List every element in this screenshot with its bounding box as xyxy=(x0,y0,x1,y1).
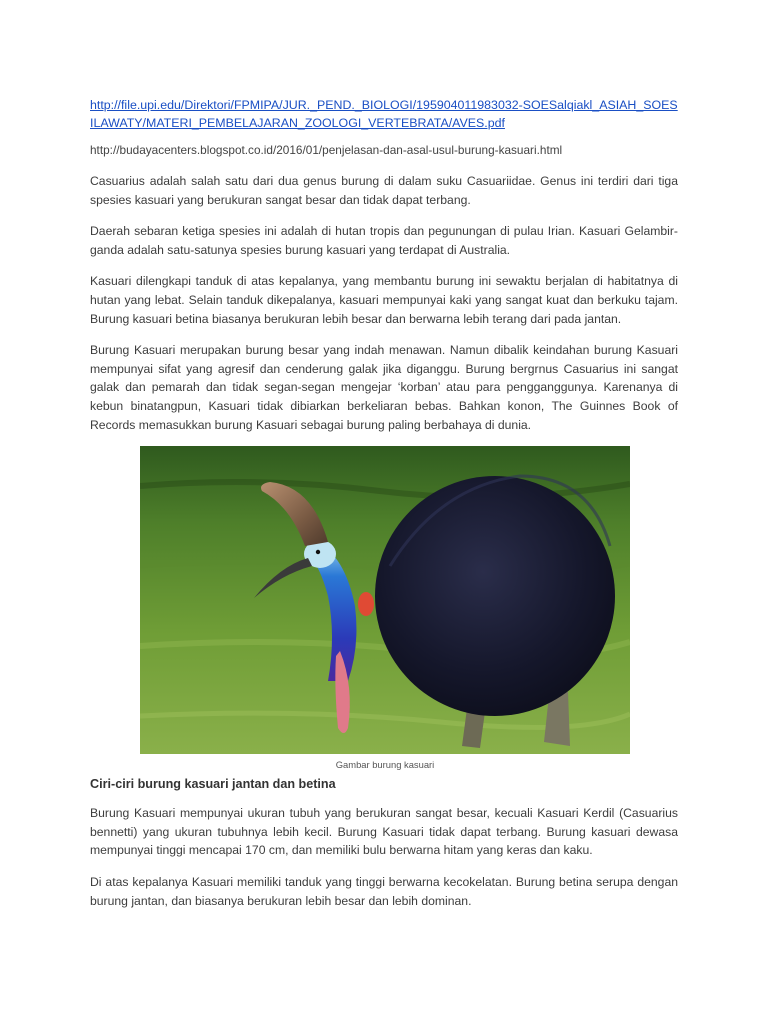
paragraph-genus: Casuarius adalah salah satu dari dua genus burung di dalam suku Casuariidae. Genus ini terdiri dari tiga spesies kasuari yang berukuran sangat besar dan tidak dapat terbang. xyxy=(90,174,678,207)
cassowary-body xyxy=(375,476,615,716)
cassowary-figure xyxy=(140,446,630,770)
section-heading: Ciri-ciri burung kasuari jantan dan betina xyxy=(90,777,336,792)
paragraph-casque: Kasuari dilengkapi tanduk di atas kepalanya, yang membantu burung ini sewaktu berjalan di habitatnya di hutan yang lebat. Selain tanduk dikepalanya, kasuari mempunyai kaki yang sangat kuat dan berkuku tajam. Burung kasuari betina biasanya berukuran lebih besar dan berwarna lebih terang dari pada jantan. xyxy=(90,274,678,326)
reference-link[interactable]: http://file.upi.edu/Direktori/FPMIPA/JUR._PEND._BIOLOGI/195904011983032-SOESalqiakl_ASIAH_SOESILAWATY/MATERI_PEMBELAJARAN_ZOOLOGI_VERTEBRATA/AVES.pdf xyxy=(90,98,678,130)
source-url: http://budayacenters.blogspot.co.id/2016/01/penjelasan-dan-asal-usul-burung-kasuari.html xyxy=(90,143,563,157)
paragraph-size: Burung Kasuari mempunyai ukuran tubuh yang berukuran sangat besar, kecuali Kasuari Kerdil (Casuarius bennetti) yang ukuran tubuhnya lebih kecil. Burung Kasuari tidak dapat terbang. Burung kasuari dewasa mempunyai tinggi mencapai 170 cm, dan memiliki bulu berwarna hitam yang keras dan kaku. xyxy=(90,806,678,858)
paragraph-distribution: Daerah sebaran ketiga spesies ini adalah di hutan tropis dan pegunungan di pulau Irian. Kasuari Gelambir-ganda adalah satu-satunya spesies burung kasuari yang terdapat di Australia. xyxy=(90,224,678,257)
cassowary-photo xyxy=(140,446,630,754)
figure-caption: Gambar burung kasuari xyxy=(335,759,435,771)
paragraph-behavior: Burung Kasuari merupakan burung besar yang indah menawan. Namun dibalik keindahan burung Kasuari mempunyai sifat yang agresif dan cenderung galak jika diganggu. Burung bergrnus Casuarius ini sangat galak dan pemarah dan tidak segan-segan mengejar ‘korban’ atau para pengganggunya. Karenanya di kebun binatangpun, Kasuari tidak dibiarkan berkeliaran bebas. Bahkan konon, The Guinnes Book of Records memasukkan burung Kasuari sebagai burung paling berbahaya di dunia. xyxy=(90,343,678,432)
cassowary-red-patch xyxy=(358,592,374,616)
paragraph-casque-color: Di atas kepalanya Kasuari memiliki tanduk yang tinggi berwarna kecokelatan. Burung betina serupa dengan burung jantan, dan biasanya berukuran lebih besar dan lebih dominan. xyxy=(90,874,678,908)
document-page xyxy=(90,96,678,910)
